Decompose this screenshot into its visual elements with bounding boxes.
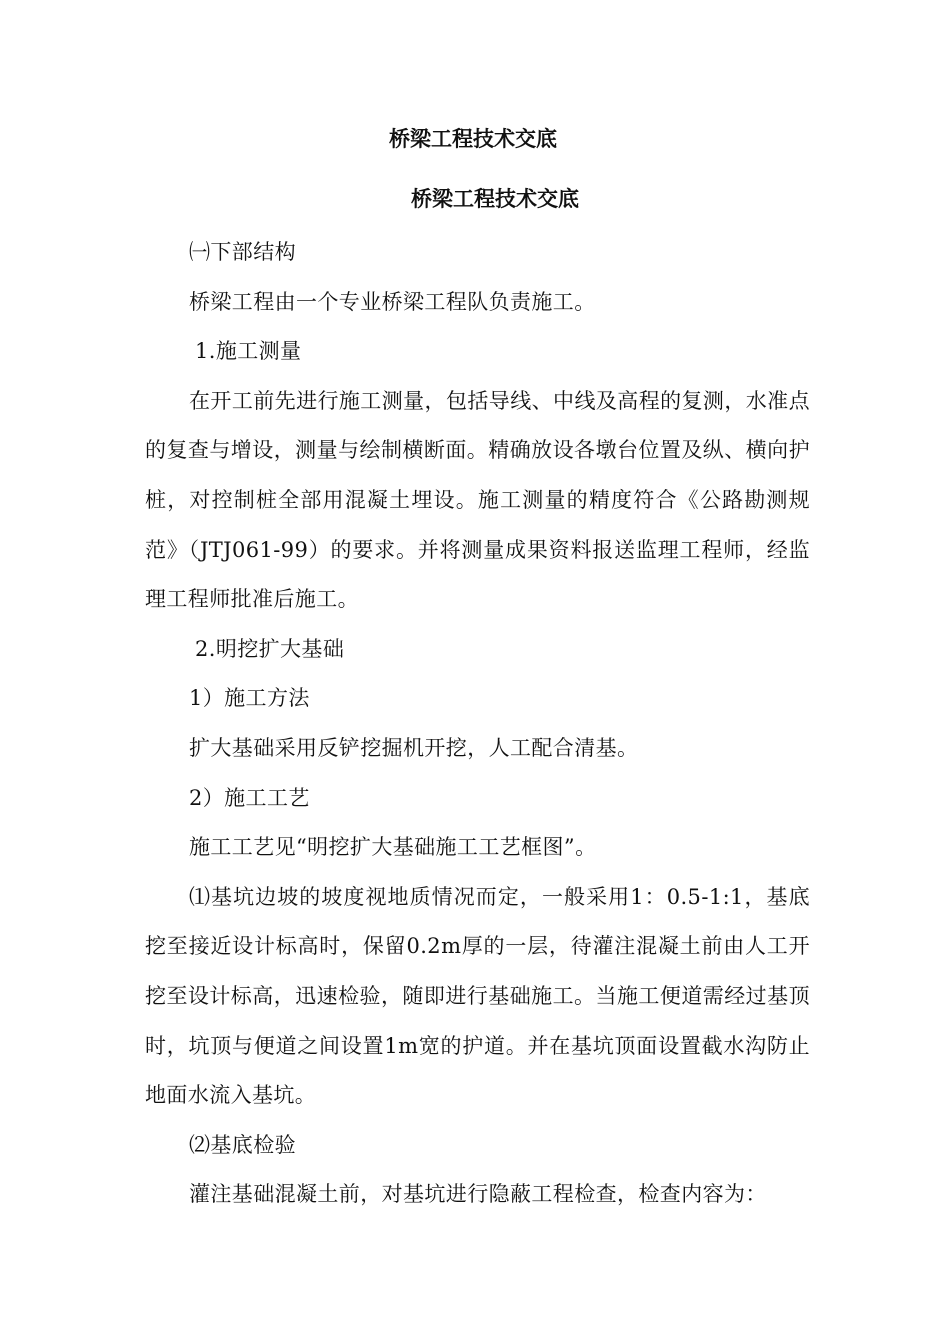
document-subtitle: 桥梁工程技术交底	[411, 186, 579, 211]
paragraph-base-inspection: 灌注基础混凝土前，对基坑进行隐蔽工程检查，检查内容为：	[189, 1182, 767, 1207]
heading-base-inspection: ⑵基底检验	[189, 1132, 296, 1157]
paragraph-team: 桥梁工程由一个专业桥梁工程队负责施工。	[189, 289, 596, 314]
document-title: 桥梁工程技术交底	[389, 126, 557, 151]
paragraph-pit-slope: ⑴基坑边坡的坡度视地质情况而定，一般采用1：0.5-1:1，基底挖至接近设计标高时，保留0.2m厚的一层，待灌注混凝土前由人工开挖至设计标高，迅速检验，随即进行基础施工。当施工便道需经过基顶时，坑顶与便道之间设置1m宽的护道。并在基坑顶面设置截水沟防止地面水流入基坑。	[145, 884, 810, 1108]
section-heading-substructure: ㈠下部结构	[189, 240, 296, 264]
heading-open-excavation: 2.明挖扩大基础	[195, 636, 345, 661]
heading-construction-method: 1）施工方法	[189, 686, 310, 711]
document-body	[145, 228, 810, 1220]
heading-construction-process: 2）施工工艺	[189, 785, 310, 810]
paragraph-survey: 在开工前先进行施工测量，包括导线、中线及高程的复测，水准点的复查与增设，测量与绘制横断面。精确放设各墩台位置及纵、横向护桩，对控制桩全部用混凝土埋设。施工测量的精度符合《公路勘测规范》（JTJ061-99）的要求。并将测量成果资料报送监理工程师，经监理工程师批准后施工。	[145, 388, 810, 612]
paragraph-construction-process: 施工工艺见“明挖扩大基础施工工艺框图”。	[189, 835, 597, 860]
heading-survey: 1.施工测量	[195, 339, 302, 364]
paragraph-construction-method: 扩大基础采用反铲挖掘机开挖，人工配合清基。	[189, 735, 639, 760]
